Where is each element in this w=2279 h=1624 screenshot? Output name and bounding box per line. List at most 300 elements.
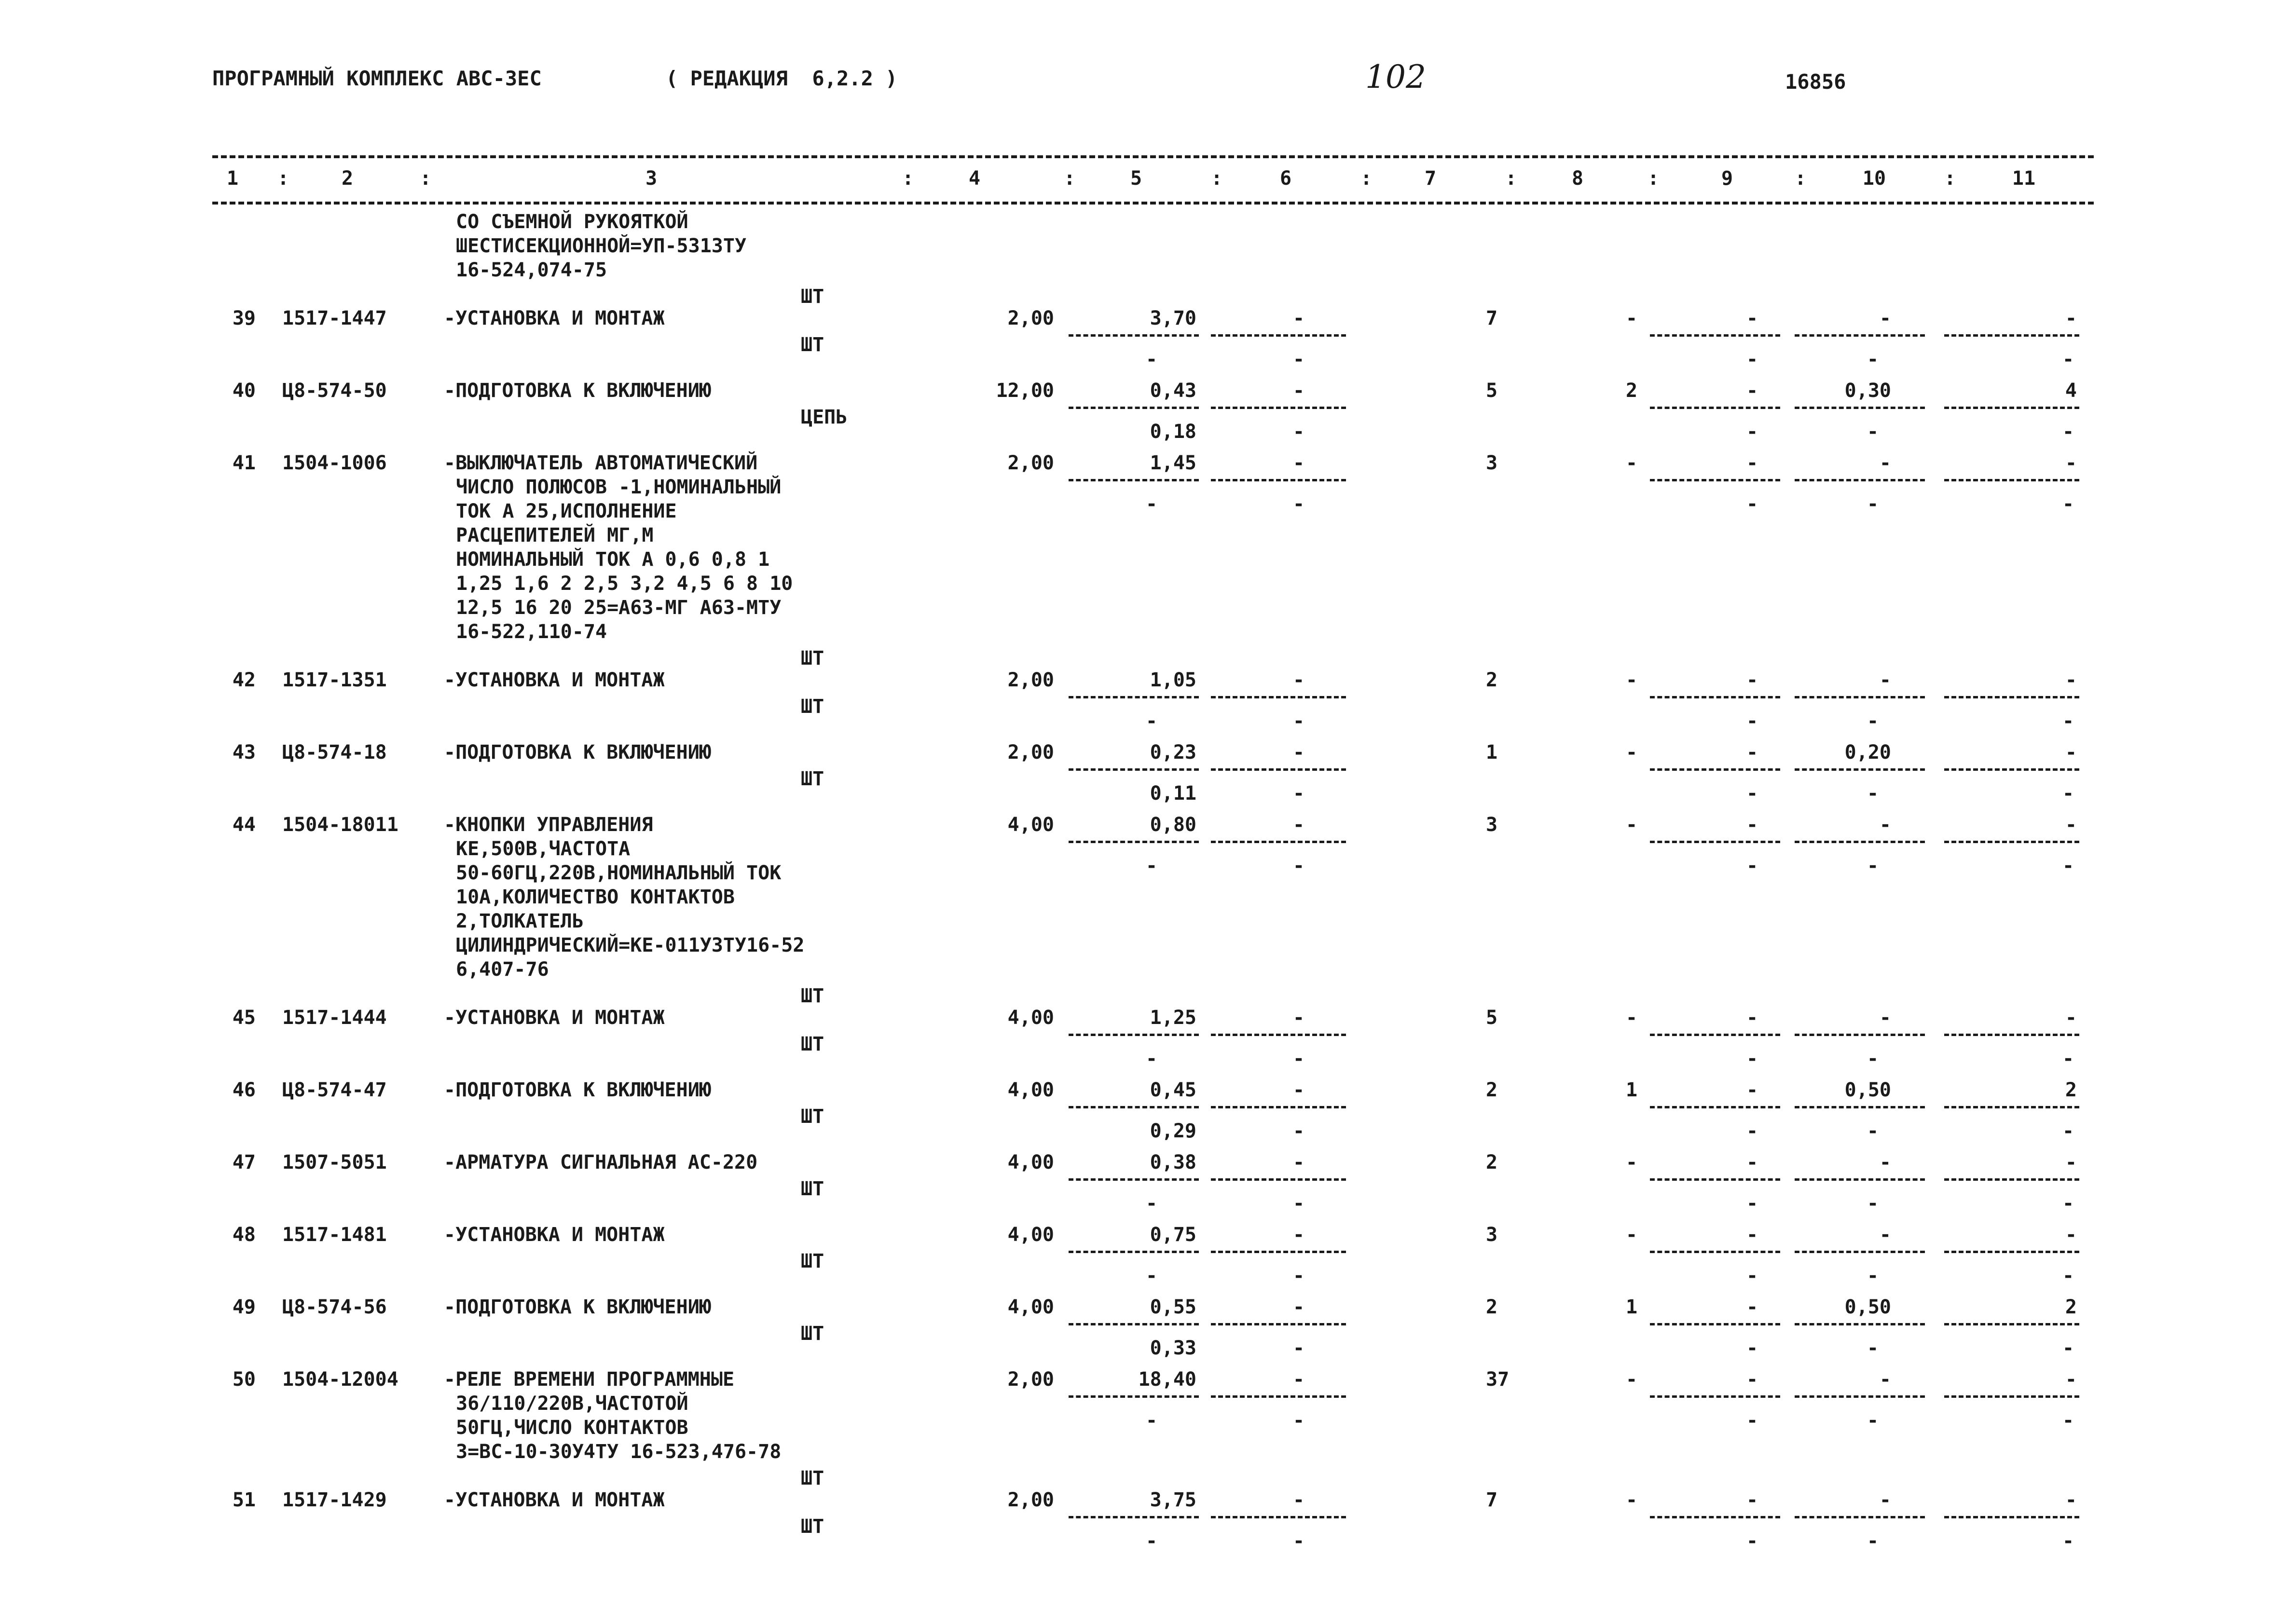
item-description-line: 16-524,074-75 [456,259,607,281]
cell-col-9: - [1746,1007,1758,1029]
cell-col-6: - [1293,1079,1305,1101]
cell-col-9: - [1746,1489,1758,1511]
subtotal-underline [1211,1034,1346,1036]
cell-col-10: - [1879,307,1891,329]
dash-mark: - [2062,493,2074,515]
subtotal-underline [1944,1323,2079,1325]
dash-mark: - [1146,710,1158,732]
subtotal-underline [1211,479,1346,481]
cell-col-10: - [1879,1224,1891,1246]
dash-mark: - [1293,1530,1305,1552]
subtotal-underline [1795,1323,1925,1325]
cell-col-9: - [1746,380,1758,402]
item-number: 45 [232,1007,256,1029]
subtotal-underline [1211,334,1346,337]
dash-mark: - [2062,855,2074,877]
item-description-line: -ПОДГОТОВКА К ВКЛЮЧЕНИЮ [444,1296,711,1318]
item-description-line: -УСТАНОВКА И МОНТАЖ [444,669,665,691]
subtotal-underline [1944,1395,2079,1398]
cell-col-5-extra: 0,11 [1150,782,1196,805]
dash-mark: - [1293,710,1305,732]
cell-col-5: 1,05 [1150,669,1196,691]
item-description-line: ТОК А 25,ИСПОЛНЕНИЕ [456,500,677,522]
subtotal-underline [1944,841,2079,843]
edition-label: ( РЕДАКЦИЯ 6,2.2 ) [666,67,898,90]
cell-col-7: 7 [1486,1489,1498,1511]
subtotal-underline [1795,1178,1925,1181]
cell-col-8: - [1626,741,1638,764]
dash-mark: - [1867,348,1879,370]
item-code: 1507-5051 [282,1151,387,1174]
column-separator: : [1795,167,1807,190]
cell-col-11: - [2065,741,2077,764]
subtotal-underline [1650,1323,1780,1325]
cell-col-8: - [1626,452,1638,474]
cell-col-9: - [1746,307,1758,329]
subtotal-underline [1650,1516,1780,1518]
item-quantity: 4,00 [1007,1007,1054,1029]
cell-col-6: - [1293,380,1305,402]
subtotal-underline [1069,1106,1199,1108]
column-separator: : [1064,167,1076,190]
dash-mark: - [2062,1337,2074,1359]
item-description-line: ЧИСЛО ПОЛЮСОВ -1,НОМИНАЛЬНЫЙ [456,476,782,498]
item-description-line: НОМИНАЛЬНЫЙ ТОК А 0,6 0,8 1 [456,548,770,571]
cell-col-9: - [1746,1079,1758,1101]
item-code: 1517-1351 [282,669,387,691]
dash-mark: - [1746,1048,1758,1070]
dash-mark: - [1293,1337,1305,1359]
column-separator: : [1647,167,1660,190]
cell-col-7: 2 [1486,669,1498,691]
item-number: 41 [232,452,256,474]
item-description-line: -УСТАНОВКА И МОНТАЖ [444,1489,665,1511]
dash-mark: - [2062,1265,2074,1287]
cell-col-5: 3,70 [1150,307,1196,329]
cell-col-5-extra: 0,33 [1150,1337,1196,1359]
dash-mark: - [1867,421,1879,443]
item-quantity: 4,00 [1007,814,1054,836]
dash-mark: - [2062,1048,2074,1070]
cell-col-11: - [2065,1489,2077,1511]
item-description-line: -КНОПКИ УПРАВЛЕНИЯ [444,814,653,836]
item-number: 48 [232,1224,256,1246]
cell-col-5: 0,75 [1150,1224,1196,1246]
subtotal-underline [1650,841,1780,843]
cell-col-5-extra: 0,29 [1150,1120,1196,1142]
cell-col-5: 0,38 [1150,1151,1196,1174]
item-number: 42 [232,669,256,691]
cell-col-7: 3 [1486,1224,1498,1246]
cell-col-11: 2 [2065,1296,2077,1318]
cell-col-8: - [1626,307,1638,329]
item-description-line: -ПОДГОТОВКА К ВКЛЮЧЕНИЮ [444,380,711,402]
subtotal-underline [1069,696,1199,698]
item-description-line: СО СЪЕМНОЙ РУКОЯТКОЙ [456,211,688,233]
cell-col-8: - [1626,1489,1638,1511]
subtotal-underline [1795,1106,1925,1108]
cell-col-8: - [1626,1007,1638,1029]
subtotal-underline [1650,696,1780,698]
item-description-line: 2,ТОЛКАТЕЛЬ [456,910,584,932]
item-code: 1517-1444 [282,1007,387,1029]
dash-mark: - [1146,1409,1158,1432]
cell-col-7: 2 [1486,1151,1498,1174]
item-number: 40 [232,380,256,402]
cell-col-6: - [1293,1007,1305,1029]
item-description-line: 10А,КОЛИЧЕСТВО КОНТАКТОВ [456,886,735,908]
dash-mark: - [1867,855,1879,877]
subtotal-underline [1944,768,2079,771]
cell-col-9: - [1746,1224,1758,1246]
cell-col-5: 0,23 [1150,741,1196,764]
column-header-4: 4 [968,167,981,190]
cell-col-9: - [1746,669,1758,691]
subtotal-underline [1944,407,2079,409]
dash-mark: - [1867,1192,1879,1215]
subtotal-underline [1944,1178,2079,1181]
subtotal-underline [1069,334,1199,337]
dash-mark: - [1746,1337,1758,1359]
item-code: Ц8-574-18 [282,741,387,764]
dash-mark: - [1293,782,1305,805]
cell-col-5: 1,45 [1150,452,1196,474]
cell-col-10: - [1879,1007,1891,1029]
item-code: 1517-1447 [282,307,387,329]
subtotal-underline [1069,768,1199,771]
item-description-line: 50ГЦ,ЧИСЛО КОНТАКТОВ [456,1417,688,1439]
dash-mark: - [1293,493,1305,515]
item-description-line: -ПОДГОТОВКА К ВКЛЮЧЕНИЮ [444,1079,711,1101]
item-number: 49 [232,1296,256,1318]
subtotal-underline [1795,768,1925,771]
column-header-8: 8 [1571,167,1584,190]
subtotal-underline [1795,1516,1925,1518]
subtotal-underline [1211,1178,1346,1181]
dash-mark: - [1293,1048,1305,1070]
dash-mark: - [1293,348,1305,370]
item-unit: ШТ [801,696,824,718]
dash-mark: - [1146,1048,1158,1070]
dash-mark: - [1867,710,1879,732]
item-quantity: 12,00 [996,380,1054,402]
cell-col-5: 3,75 [1150,1489,1196,1511]
cell-col-10: - [1879,452,1891,474]
cell-col-5: 0,80 [1150,814,1196,836]
item-unit: ШТ [801,1250,824,1272]
item-description-line: -УСТАНОВКА И МОНТАЖ [444,1224,665,1246]
item-description-line: 16-522,110-74 [456,621,607,643]
dash-mark: - [2062,1530,2074,1552]
dash-mark: - [1867,1120,1879,1142]
item-unit: ЦЕПЬ [801,406,848,428]
subtotal-underline [1650,479,1780,481]
subtotal-underline [1069,841,1199,843]
column-header-6: 6 [1279,167,1292,190]
column-separator: : [277,167,289,190]
subtotal-underline [1211,1251,1346,1253]
subtotal-underline [1211,1516,1346,1518]
item-number: 50 [232,1368,256,1391]
cell-col-11: - [2065,669,2077,691]
dash-mark: - [1867,1265,1879,1287]
item-unit: ШТ [801,334,824,356]
dash-mark: - [1746,782,1758,805]
item-unit: ШТ [801,768,824,790]
item-description-line: 36/110/220В,ЧАСТОТОЙ [456,1392,688,1415]
subtotal-underline [1795,841,1925,843]
cell-col-9: - [1746,452,1758,474]
cell-col-11: - [2065,1368,2077,1391]
subtotal-underline [1650,407,1780,409]
cell-col-8: 1 [1626,1296,1638,1318]
cell-col-9: - [1746,1368,1758,1391]
dash-mark: - [2062,348,2074,370]
column-separator: : [1944,167,1956,190]
item-unit: ШТ [801,985,824,1007]
subtotal-underline [1944,479,2079,481]
cell-col-10: - [1879,669,1891,691]
subtotal-underline [1069,1034,1199,1036]
dash-mark: - [1746,493,1758,515]
subtotal-underline [1069,1323,1199,1325]
item-code: 1517-1481 [282,1224,387,1246]
item-description-line: -РЕЛЕ ВРЕМЕНИ ПРОГРАММНЫЕ [444,1368,735,1391]
dash-mark: - [1146,493,1158,515]
subtotal-underline [1944,1106,2079,1108]
column-header-5: 5 [1130,167,1142,190]
subtotal-underline [1795,696,1925,698]
item-unit: ШТ [801,1467,824,1489]
subtotal-underline [1211,1106,1346,1108]
table-rule-top [212,155,2094,158]
cell-col-6: - [1293,1489,1305,1511]
cell-col-10: - [1879,1151,1891,1174]
cell-col-6: - [1293,307,1305,329]
cell-col-11: - [2065,1007,2077,1029]
item-description-line: -ВЫКЛЮЧАТЕЛЬ АВТОМАТИЧЕСКИЙ [444,452,758,474]
subtotal-underline [1795,1034,1925,1036]
item-code: Ц8-574-56 [282,1296,387,1318]
subtotal-underline [1795,479,1925,481]
cell-col-7: 2 [1486,1079,1498,1101]
item-description-line: РАСЦЕПИТЕЛЕЙ МГ,М [456,524,654,546]
subtotal-underline [1069,1516,1199,1518]
subtotal-underline [1211,1395,1346,1398]
cell-col-11: - [2065,1224,2077,1246]
column-header-1: 1 [226,167,239,190]
cell-col-11: 2 [2065,1079,2077,1101]
cell-col-5: 0,43 [1150,380,1196,402]
dash-mark: - [1867,1337,1879,1359]
cell-col-6: - [1293,1151,1305,1174]
subtotal-underline [1795,1251,1925,1253]
subtotal-underline [1944,1251,2079,1253]
dash-mark: - [1746,1409,1758,1432]
item-number: 47 [232,1151,256,1174]
column-separator: : [1211,167,1223,190]
handwritten-page-number: 102 [1365,58,1426,96]
item-quantity: 2,00 [1007,669,1054,691]
item-unit: ШТ [801,1178,824,1200]
cell-col-6: - [1293,1296,1305,1318]
dash-mark: - [2062,1120,2074,1142]
subtotal-underline [1795,1395,1925,1398]
subtotal-underline [1211,407,1346,409]
item-quantity: 4,00 [1007,1224,1054,1246]
dash-mark: - [1867,493,1879,515]
cell-col-6: - [1293,1224,1305,1246]
document-number: 16856 [1785,70,1846,94]
cell-col-11: - [2065,1151,2077,1174]
column-header-9: 9 [1721,167,1733,190]
cell-col-7: 3 [1486,814,1498,836]
subtotal-underline [1795,407,1925,409]
subtotal-underline [1069,1251,1199,1253]
cell-col-8: - [1626,1368,1638,1391]
cell-col-9: - [1746,1151,1758,1174]
item-unit: ШТ [801,647,824,669]
cell-col-10: - [1879,1368,1891,1391]
cell-col-9: - [1746,814,1758,836]
dash-mark: - [1293,421,1305,443]
cell-col-8: - [1626,669,1638,691]
cell-col-10: - [1879,814,1891,836]
dash-mark: - [1146,1265,1158,1287]
subtotal-underline [1211,841,1346,843]
cell-col-5: 0,45 [1150,1079,1196,1101]
dash-mark: - [2062,782,2074,805]
cell-col-8: 2 [1626,380,1638,402]
item-description-line: ШЕСТИСЕКЦИОННОЙ=УП-5313ТУ [456,235,747,257]
column-separator: : [902,167,914,190]
subtotal-underline [1650,768,1780,771]
cell-col-6: - [1293,1368,1305,1391]
item-description-line: -АРМАТУРА СИГНАЛЬНАЯ АС-220 [444,1151,758,1174]
dash-mark: - [2062,421,2074,443]
dash-mark: - [1293,1120,1305,1142]
cell-col-5: 0,55 [1150,1296,1196,1318]
dash-mark: - [1746,348,1758,370]
subtotal-underline [1650,334,1780,337]
dash-mark: - [1146,348,1158,370]
cell-col-7: 5 [1486,380,1498,402]
item-number: 46 [232,1079,256,1101]
cell-col-8: - [1626,814,1638,836]
cell-col-7: 5 [1486,1007,1498,1029]
item-code: 1517-1429 [282,1489,387,1511]
item-description-line: 3=ВС-10-30У4ТУ 16-523,476-78 [456,1441,782,1463]
cell-col-9: - [1746,1296,1758,1318]
dash-mark: - [1146,855,1158,877]
cell-col-7: 2 [1486,1296,1498,1318]
cell-col-8: - [1626,1224,1638,1246]
item-unit: ШТ [801,286,824,308]
dash-mark: - [1746,1120,1758,1142]
dash-mark: - [1146,1530,1158,1552]
column-header-2: 2 [341,167,354,190]
cell-col-10: - [1879,1489,1891,1511]
dash-mark: - [1746,1265,1758,1287]
item-number: 44 [232,814,256,836]
item-quantity: 4,00 [1007,1151,1054,1174]
item-unit: ШТ [801,1033,824,1055]
cell-col-11: - [2065,814,2077,836]
item-unit: ШТ [801,1105,824,1128]
subtotal-underline [1944,1516,2079,1518]
cell-col-6: - [1293,452,1305,474]
item-unit: ШТ [801,1323,824,1345]
subtotal-underline [1650,1034,1780,1036]
item-quantity: 2,00 [1007,452,1054,474]
cell-col-10: 0,20 [1844,741,1891,764]
cell-col-7: 3 [1486,452,1498,474]
dash-mark: - [2062,710,2074,732]
cell-col-5: 18,40 [1138,1368,1196,1391]
cell-col-9: - [1746,741,1758,764]
column-separator: : [1360,167,1373,190]
subtotal-underline [1944,334,2079,337]
subtotal-underline [1211,696,1346,698]
item-number: 39 [232,307,256,329]
cell-col-8: 1 [1626,1079,1638,1101]
item-number: 43 [232,741,256,764]
cell-col-8: - [1626,1151,1638,1174]
item-description-line: 6,407-76 [456,958,549,981]
item-quantity: 4,00 [1007,1079,1054,1101]
dash-mark: - [1746,710,1758,732]
column-header-7: 7 [1424,167,1437,190]
item-quantity: 2,00 [1007,1368,1054,1391]
dash-mark: - [1867,1530,1879,1552]
cell-col-6: - [1293,669,1305,691]
item-description-line: КЕ,500В,ЧАСТОТА [456,838,631,860]
dash-mark: - [1293,1192,1305,1215]
subtotal-underline [1795,334,1925,337]
dash-mark: - [1746,421,1758,443]
dash-mark: - [1146,1192,1158,1215]
item-code: Ц8-574-50 [282,380,387,402]
item-quantity: 4,00 [1007,1296,1054,1318]
cell-col-10: 0,30 [1844,380,1891,402]
cell-col-7: 37 [1486,1368,1510,1391]
item-unit: ШТ [801,1515,824,1538]
dash-mark: - [2062,1409,2074,1432]
cell-col-11: - [2065,307,2077,329]
column-separator: : [1505,167,1517,190]
table-rule-header [212,202,2094,205]
item-quantity: 2,00 [1007,307,1054,329]
subtotal-underline [1944,696,2079,698]
cell-col-11: - [2065,452,2077,474]
cell-col-5-extra: 0,18 [1150,421,1196,443]
cell-col-10: 0,50 [1844,1079,1891,1101]
dash-mark: - [1746,1530,1758,1552]
dash-mark: - [1293,1265,1305,1287]
cell-col-11: 4 [2065,380,2077,402]
cell-col-6: - [1293,741,1305,764]
subtotal-underline [1069,1178,1199,1181]
item-code: 1504-12004 [282,1368,398,1391]
column-header-10: 10 [1862,167,1886,190]
item-description-line: ЦИЛИНДРИЧЕСКИЙ=КЕ-011УЗТУ16-52 [456,934,805,956]
item-number: 51 [232,1489,256,1511]
subtotal-underline [1944,1034,2079,1036]
dash-mark: - [1293,855,1305,877]
item-description-line: -ПОДГОТОВКА К ВКЛЮЧЕНИЮ [444,741,711,764]
item-description-line: 12,5 16 20 25=А63-МГ А63-МТУ [456,597,782,619]
dash-mark: - [1867,1048,1879,1070]
